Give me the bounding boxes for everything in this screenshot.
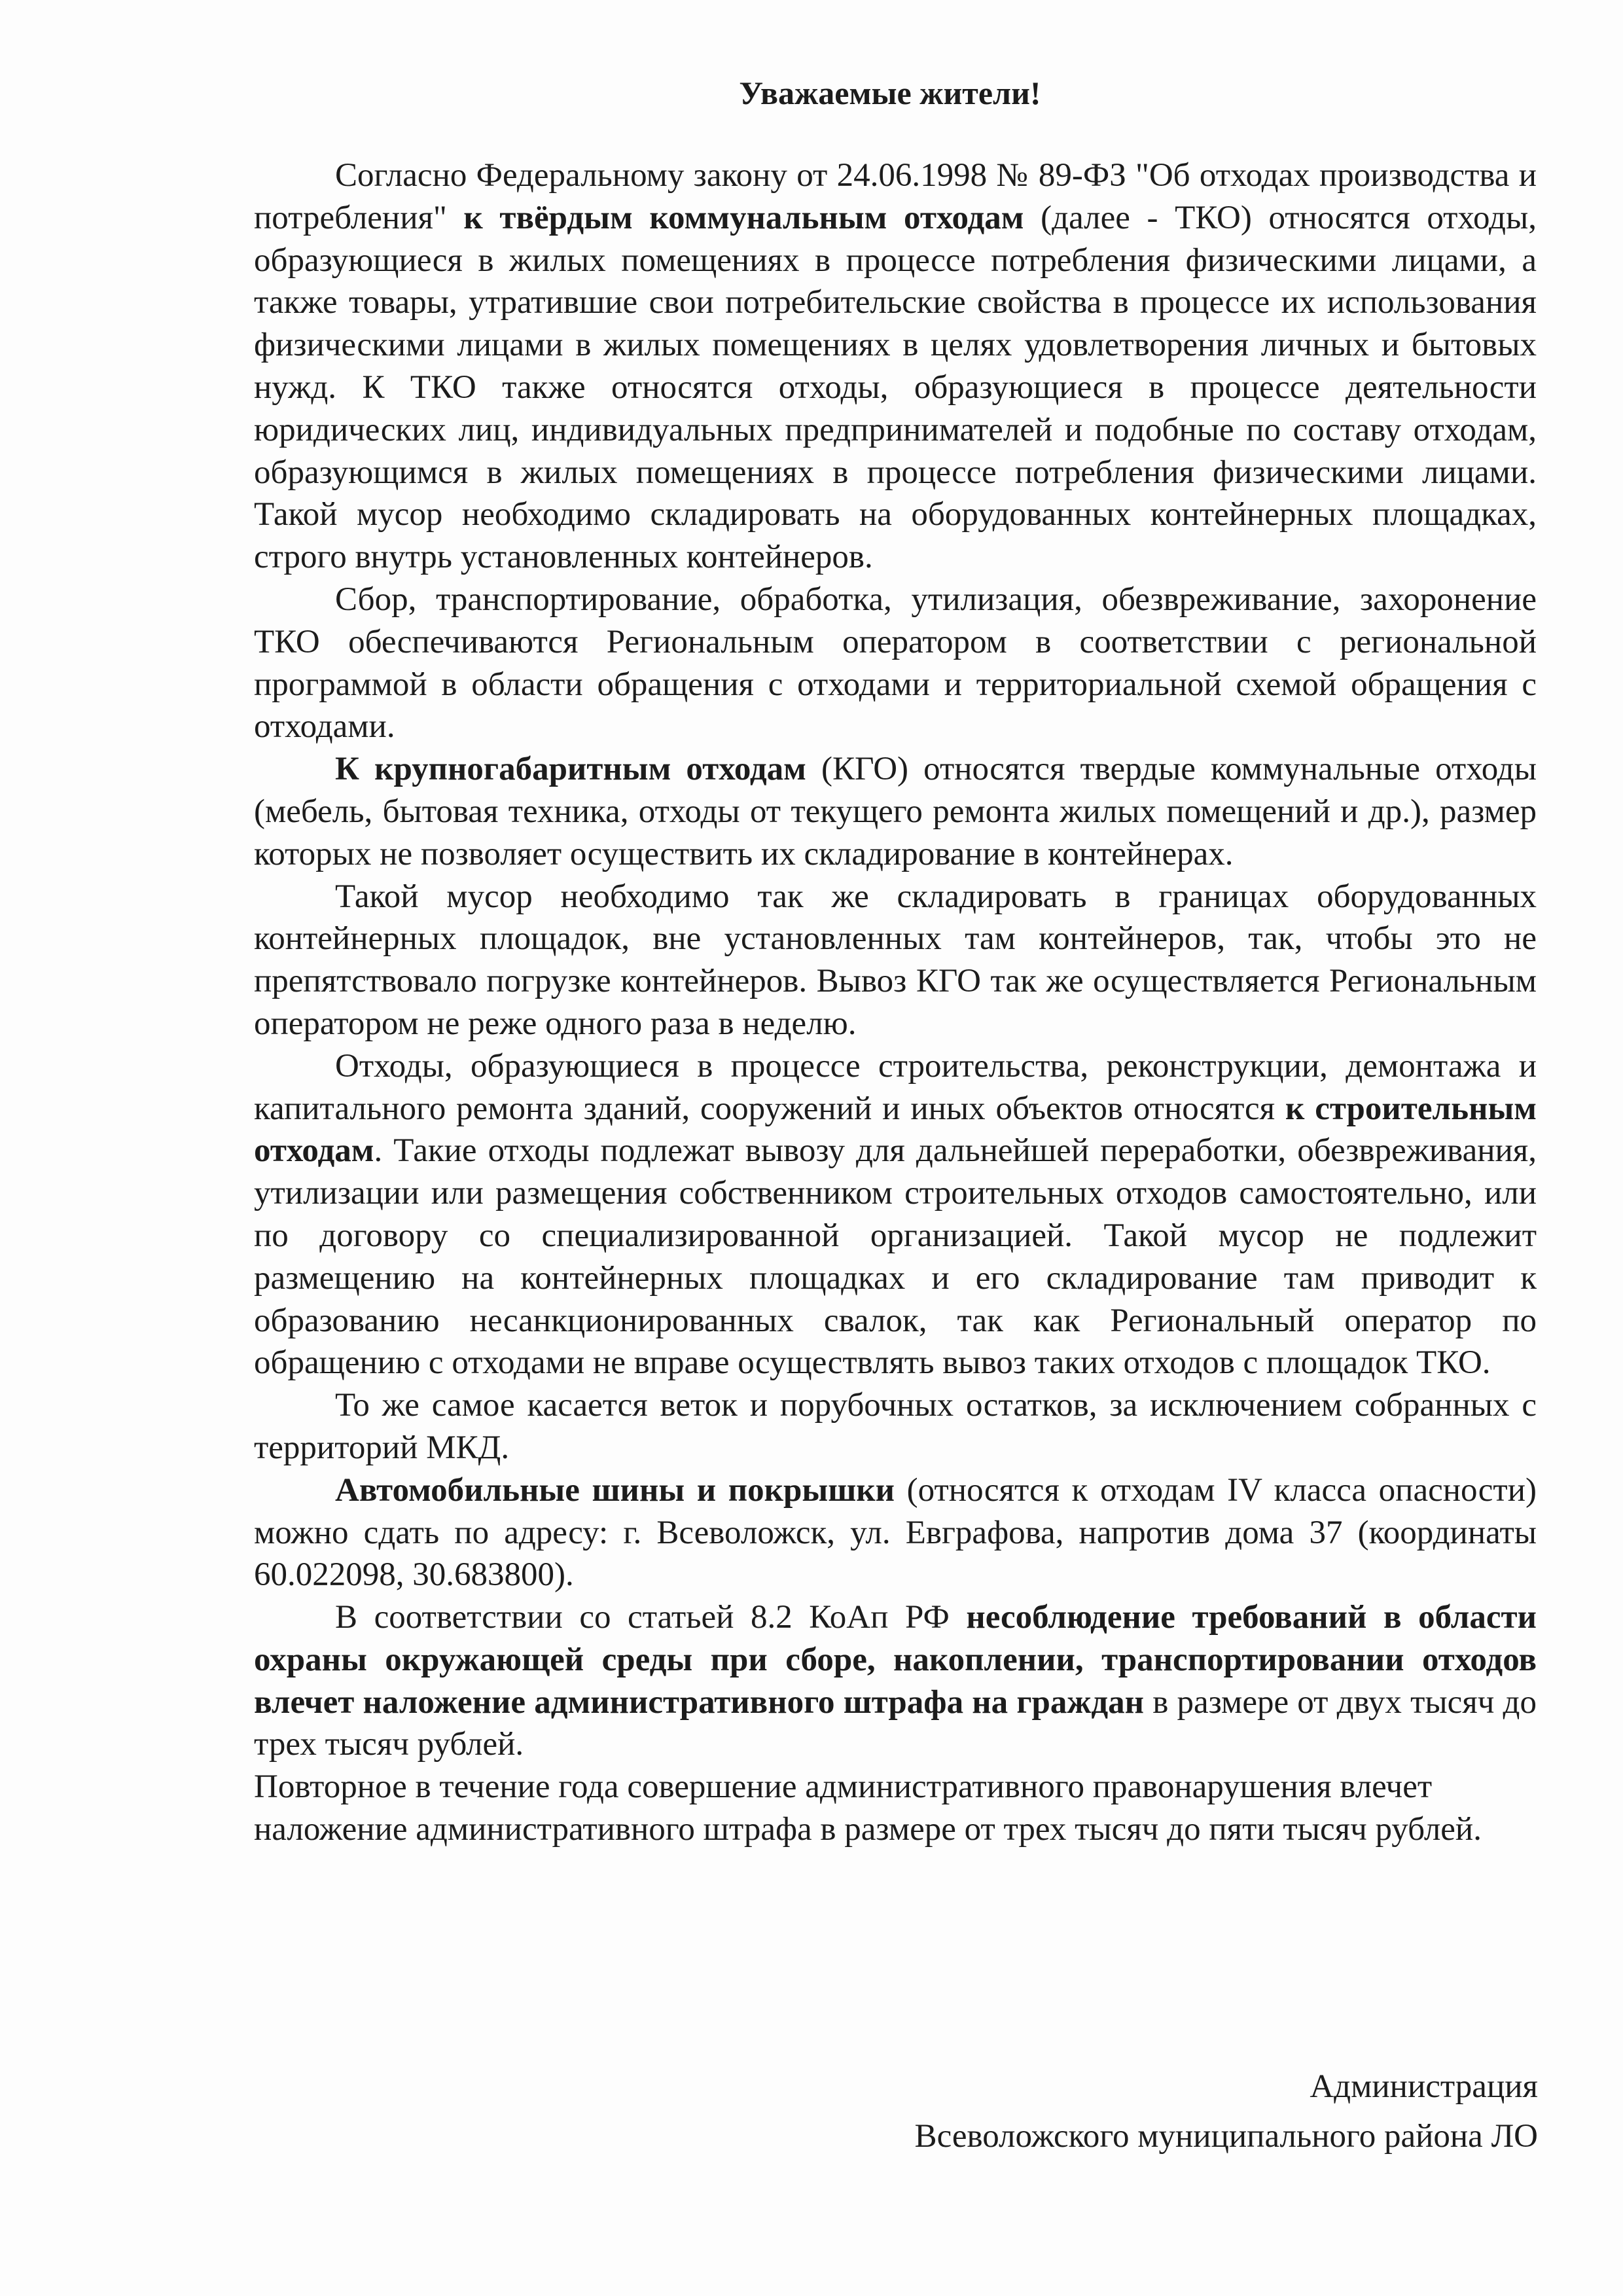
- document-title: Уважаемые жители!: [739, 75, 1041, 111]
- paragraph-bold-text: к твёрдым коммунальным отходам: [463, 199, 1024, 236]
- paragraph-bold-text: несоблюдение требований в области охраны окружающей среды при сборе, накоплении, транспортировании отходов влечет наложение административного штрафа на граждан: [254, 1599, 1537, 1721]
- paragraph-regional-operator: [254, 579, 1537, 748]
- paragraph-bold-text: К крупногабаритным отходам: [335, 751, 806, 788]
- document-body: [254, 154, 1537, 1851]
- paragraph-fine: [254, 1596, 1537, 1766]
- paragraph-repeat-fine: [254, 1766, 1537, 1851]
- paragraph-kgo-storage: [254, 876, 1537, 1045]
- paragraph-text: Такой мусор необходимо так же складировать в границах оборудованных контейнерных площадок, вне установленных там контейнеров, так, чтобы это не препятствовало погрузке контейнеров. Вывоз КГО так же осуществляется Региональным оператором не реже одного раза в неделю.: [254, 878, 1537, 1042]
- paragraph-text: Согласно Федеральному закону от 24.06.1998 № 89-ФЗ "Об отходах производства и потребления": [254, 157, 1537, 236]
- paragraph-text: (КГО) относятся твердые коммунальные отходы (мебель, бытовая техника, отходы от текущего ремонта жилых помещений и др.), размер которых не позволяет осуществить их складирование в контейнерах.: [254, 751, 1537, 872]
- paragraph-text: (далее - ТКО) относятся отходы, образующиеся в жилых помещениях в процессе потребления физическими лицами, а также товары, утратившие свои потребительские свойства в процессе их использования физическими лицами в жилых помещениях в целях удовлетворения личных и бытовых нужд. К ТКО также относятся отходы, образующиеся в процессе деятельности юридических лиц, индивидуальных предпринимателей и подобные по составу отходам, образующимся в жилых помещениях в процессе потребления физическими лицами. Такой мусор необходимо складировать на оборудованных контейнерных площадках, строго внутрь установленных контейнеров.: [254, 199, 1537, 576]
- paragraph-bold-text: к строительным отходам: [254, 1090, 1537, 1170]
- paragraph-bold-text: Автомобильные шины и покрышки: [335, 1471, 895, 1509]
- paragraph-text: Отходы, образующиеся в процессе строительства, реконструкции, демонтажа и капитального ремонта зданий, сооружений и иных объектов относятся: [254, 1047, 1537, 1127]
- paragraph-text: В соответствии со статьей 8.2 КоАп РФ: [335, 1599, 967, 1636]
- paragraph-branches: [254, 1384, 1537, 1469]
- paragraph-text: Повторное в течение года совершение административного правонарушения влечет наложение административного штрафа в размере от трех тысяч до пяти тысяч рублей.: [254, 1768, 1482, 1848]
- paragraph-construction-waste: [254, 1045, 1537, 1384]
- signature-line-2: Всеволожского муниципального района ЛО: [914, 2118, 1538, 2155]
- paragraph-text: То же самое касается веток и порубочных остатков, за исключением собранных с территорий МКД.: [254, 1387, 1537, 1466]
- paragraph-text: в размере от двух тысяч до трех тысяч рублей.: [254, 1683, 1537, 1763]
- paragraph-text: Сбор, транспортирование, обработка, утилизация, обезвреживание, захоронение ТКО обеспечиваются Региональным оператором в соответствии с региональной программой в области обращения с отходами и территориальной схемой обращения с отходами.: [254, 581, 1537, 745]
- paragraph-tires: [254, 1469, 1537, 1596]
- paragraph-tko-definition: [254, 154, 1537, 579]
- paragraph-kgo-definition: [254, 748, 1537, 875]
- paragraph-text: . Такие отходы подлежат вывозу для дальнейшей переработки, обезвреживания, утилизации или размещения собственником строительных отходов самостоятельно, или по договору со специализированной организацией. Такой мусор не подлежит размещению на контейнерных площадках и его складирование там приводит к образованию несанкционированных свалок, так как Региональный оператор по обращению с отходами не вправе осуществлять вывоз таких отходов с площадок ТКО.: [254, 1132, 1537, 1382]
- signature-block: [915, 2062, 1538, 2161]
- paragraph-text: (относятся к отходам IV класса опасности) можно сдать по адресу: г. Всеволожск, ул. Евграфова, напротив дома 37 (координаты 60.022098, 30.683800).: [254, 1471, 1537, 1594]
- signature-line-1: Администрация: [1310, 2068, 1538, 2105]
